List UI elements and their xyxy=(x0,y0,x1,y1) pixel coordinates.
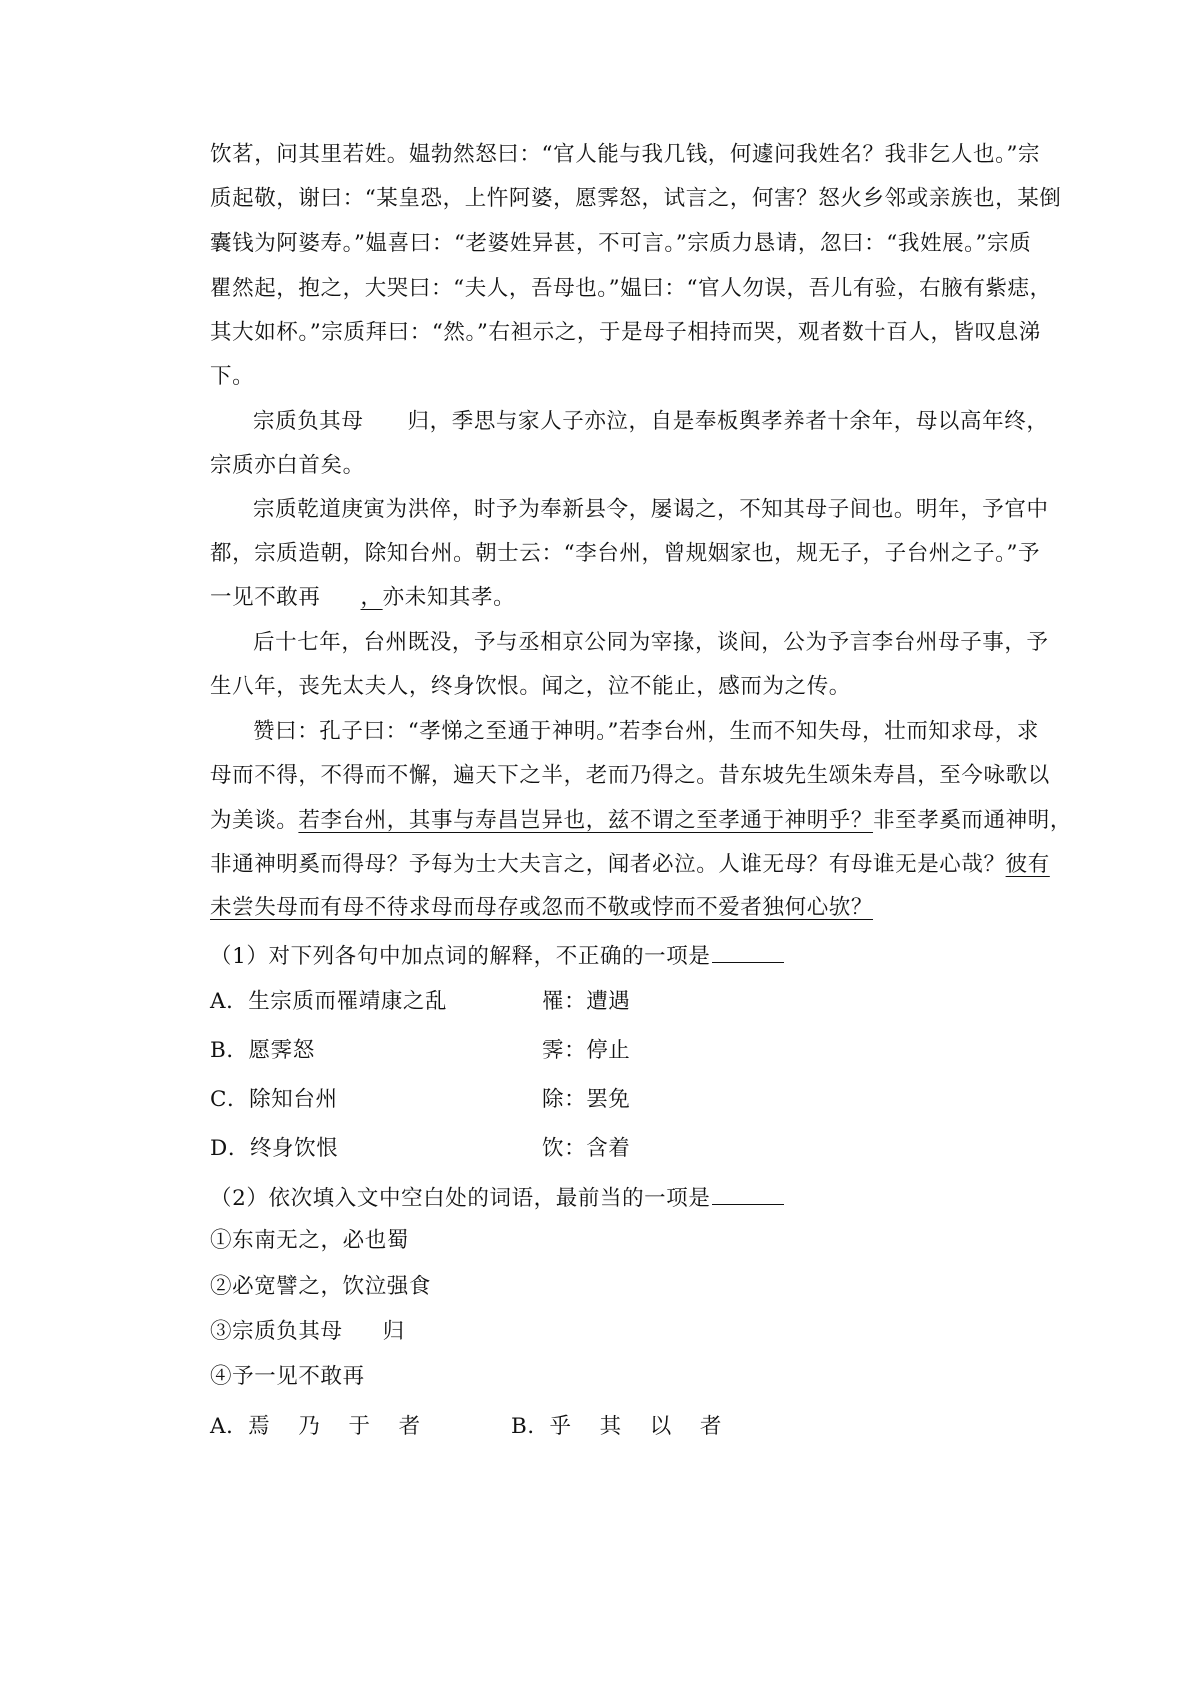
passage-line: 饮茗，问其里若姓。媪勃然怒曰：“官人能与我几钱，何遽问我姓名？我非乞人也。”宗 xyxy=(210,142,1041,167)
passage-line: 下。 xyxy=(210,364,255,389)
question-item-text: ③宗质负其母 xyxy=(210,1319,343,1344)
option-word: 乎 xyxy=(549,1414,572,1439)
answer-blank xyxy=(712,940,784,963)
option-word: 以 xyxy=(649,1414,672,1439)
passage-text: 非至孝奚而通神明， xyxy=(873,808,1072,833)
option-word: 乃 xyxy=(298,1414,321,1439)
passage-line: 囊钱为阿婆寿。”媪喜曰：“老婆姓异甚，不可言。”宗质力恳请，忽曰：“我姓展。”宗质 xyxy=(210,231,1032,256)
option-word: 焉 xyxy=(248,1414,271,1439)
option-word: 于 xyxy=(348,1414,371,1439)
question-item: ②必宽譬之，饮泣强食 xyxy=(210,1274,432,1299)
option-a-gloss: 罹：遭遇 xyxy=(542,989,631,1014)
option-a: A．生宗质而罹靖康之乱 xyxy=(210,989,448,1014)
passage-line xyxy=(210,850,1050,880)
passage-text: 为美谈。 xyxy=(210,808,299,833)
option-b-gloss: 霁：停止 xyxy=(542,1038,631,1063)
option-c: C．除知台州 xyxy=(210,1087,338,1112)
passage-line: 其大如杯。”宗质拜曰：“然。”右袒示之，于是母子相持而哭，观者数十百人，皆叹息涕 xyxy=(210,320,1041,345)
passage-line: 瞿然起，抱之，大哭曰：“夫人，吾母也。”媪曰：“官人勿误，吾儿有验，右腋有紫痣， xyxy=(210,276,1052,301)
question-text: （1）对下列各句中加点词的解释，不正确的一项是 xyxy=(210,944,711,969)
passage-line: 都，宗质造朝，除知台州。朝士云：“李台州，曾规姻家也，规无子，子台州之子。”予 xyxy=(210,541,1041,566)
answer-blank xyxy=(712,1182,784,1205)
passage-line: 宗质乾道庚寅为洪倅，时予为奉新县令，屡谒之，不知其母子间也。明年，予官中 xyxy=(253,497,1049,522)
option-c-gloss: 除：罢免 xyxy=(542,1087,631,1112)
passage-line: 后十七年，台州既没，予与丞相京公同为宰掾，谈间，公为予言李台州母子事，予 xyxy=(253,630,1049,655)
option-b: B．愿霁怒 xyxy=(210,1038,315,1063)
option-label: A． xyxy=(210,1414,249,1439)
question-item xyxy=(210,1317,1020,1347)
underlined-sentence: 未尝失母而有母不待求母而母存或忽而不敬或悖而不爱者独何心欤？ xyxy=(210,895,874,920)
option-word: 者 xyxy=(699,1414,722,1439)
passage-text: 宗质负其母 xyxy=(253,409,364,434)
question-text: （2）依次填入文中空白处的词语，最前当的一项是 xyxy=(210,1186,711,1211)
passage-line xyxy=(210,806,1072,836)
question-item: ①东南无之，必也蜀 xyxy=(210,1228,409,1253)
passage-line xyxy=(210,583,1020,613)
option-d: D．终身饮恨 xyxy=(210,1136,339,1161)
option-a xyxy=(210,1412,449,1442)
question-stem xyxy=(210,1182,1020,1214)
passage-line: 母而不得，不得而不懈，遍天下之半，老而乃得之。昔东坡先生颂朱寿昌，至今咏歌以 xyxy=(210,763,1050,788)
option-label: B． xyxy=(511,1414,550,1439)
passage-line xyxy=(253,407,1049,437)
question-stem xyxy=(210,940,1020,972)
passage-line xyxy=(210,893,1020,923)
option-word: 其 xyxy=(599,1414,622,1439)
underlined-sentence: 彼有 xyxy=(1005,852,1050,877)
option-d-gloss: 饮：含着 xyxy=(542,1136,631,1161)
option-word: 者 xyxy=(398,1414,421,1439)
passage-line: 质起敬，谢曰：“某皇恐，上忤阿婆，愿霁怒，试言之，何害？怒火乡邻或亲族也，某倒 xyxy=(210,186,1062,211)
passage-text: 亦未知其孝。 xyxy=(382,585,516,610)
passage-text: 非通神明奚而得母？予每为士大夫言之，闻者必泣。人谁无母？有母谁无是心哉？ xyxy=(210,852,1006,877)
question-item-text: 归 xyxy=(382,1319,405,1344)
passage-line: 赞曰：孔子曰：“孝悌之至通于神明。”若李台州，生而不知失母，壮而知求母，求 xyxy=(253,719,1039,744)
passage-text: 归，季思与家人子亦泣，自是奉板舆孝养者十余年，母以高年终， xyxy=(407,409,1049,434)
passage-text: 一见不敢再 xyxy=(210,585,321,610)
passage-text: ， xyxy=(360,585,383,610)
option-b xyxy=(511,1412,750,1442)
passage-line: 宗质亦白首矣。 xyxy=(210,453,365,478)
underlined-sentence: 若李台州，其事与寿昌岂异也，兹不谓之至孝通于神明乎？ xyxy=(298,808,874,833)
question-item: ④予一见不敢再 xyxy=(210,1364,365,1389)
passage-line: 生八年，丧先太夫人，终身饮恨。闻之，泣不能止，感而为之传。 xyxy=(210,674,851,699)
